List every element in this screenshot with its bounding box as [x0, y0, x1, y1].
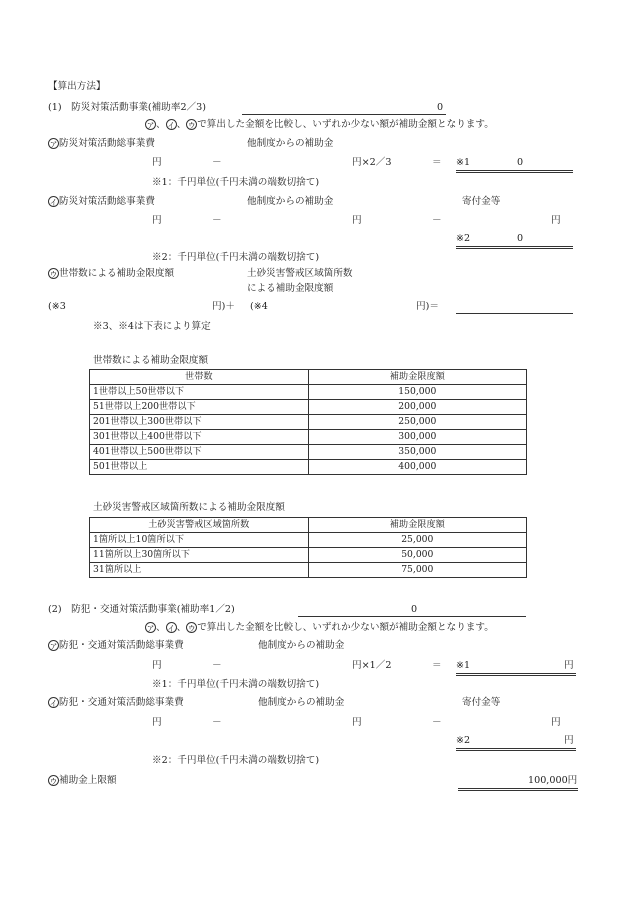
circled-i-icon: イ: [167, 624, 175, 633]
limit-cell: 350,000: [308, 445, 526, 460]
sec1-a-mult: 円×2／3: [352, 157, 392, 168]
sec2-a-yen-end: 円: [564, 660, 574, 671]
limit-cell: 25,000: [308, 533, 526, 548]
table-row: [90, 415, 527, 430]
sec1-i-star: ※2: [456, 233, 471, 244]
sec1-i-yen3: 円: [551, 215, 561, 226]
circled-u-icon: ウ: [187, 121, 196, 130]
sec1-a-label-text: 防災対策活動総事業費: [59, 138, 155, 149]
sec1-u-yen-plus: 円)＋: [212, 301, 235, 312]
column-header-limit: 補助金限度額: [308, 518, 526, 533]
sec2-a-star: ※1: [456, 660, 471, 671]
sec1-a-value: 0: [517, 157, 524, 168]
sec1-i-donation-label: 寄付金等: [462, 196, 501, 207]
sec1-u-label-text: 世帯数による補助金限度額: [59, 268, 175, 279]
households-cell: 501世帯以上: [90, 460, 309, 475]
sec2-i-double-underline: [456, 741, 576, 751]
sec2-a-minus: －: [212, 660, 222, 671]
sec1-a-equals: ＝: [432, 157, 442, 168]
sec2-result: 0: [411, 604, 418, 615]
sec1-i-footnote: ※2：千円単位(千円未満の端数切捨て): [152, 252, 320, 263]
table-header-row: [90, 370, 527, 385]
sec2-u-double-underline: [458, 781, 578, 791]
sec1-i-yen2: 円: [352, 215, 362, 226]
sec2-a-label: [48, 640, 184, 652]
sec2-a-yen: 円: [152, 660, 162, 671]
table-row: [90, 430, 527, 445]
circled-u-icon: ウ: [49, 270, 58, 279]
sec2-i-yen3: 円: [551, 717, 561, 728]
landslide-limit-table: [89, 517, 527, 578]
sec1-i-minus: －: [212, 215, 222, 226]
sec1-i-label: [48, 196, 155, 208]
sec1-note-text: で算出した金額を比較し、いずれか少ない額が補助金額となります。: [197, 119, 494, 130]
sec1-a-double-underline: [456, 163, 573, 173]
limit-cell: 400,000: [308, 460, 526, 475]
sec2-i-star: ※2: [456, 735, 471, 746]
sec2-a-other-label: 他制度からの補助金: [258, 640, 345, 651]
sec1-i-double-underline: [456, 239, 573, 249]
zones-cell: 1箇所以上10箇所以下: [90, 533, 309, 548]
limit-cell: 200,000: [308, 400, 526, 415]
calc-method-heading: 【算出方法】: [48, 81, 106, 92]
column-header-limit: 補助金限度額: [308, 370, 526, 385]
sec2-i-label-text: 防犯・交通対策活動総事業費: [59, 697, 184, 708]
sec1-result-line: [242, 101, 446, 115]
sec1-u-open3: (※3: [48, 301, 66, 312]
sec1-u-note: ※3、※4は下表により算定: [93, 321, 211, 332]
table-row: [90, 460, 527, 475]
circled-a-icon: ア: [49, 140, 58, 149]
table1-title: 世帯数による補助金限度額: [93, 355, 209, 366]
households-cell: 201世帯以上300世帯以下: [90, 415, 309, 430]
circled-a-icon: ア: [146, 624, 155, 633]
sec1-a-other-label: 他制度からの補助金: [247, 138, 334, 149]
sec1-i-minus2: －: [432, 215, 442, 226]
circled-i-icon: イ: [167, 121, 175, 130]
sec2-a-footnote: ※1：千円単位(千円未満の端数切捨て): [152, 679, 320, 690]
households-cell: 1世帯以上50世帯以下: [90, 385, 309, 400]
sec1-title: (1) 防災対策活動事業(補助率2／3): [48, 102, 207, 113]
sec1-u-yen-eq: 円)＝: [416, 301, 439, 312]
households-cell: 301世帯以上400世帯以下: [90, 430, 309, 445]
sec2-a-equals: ＝: [432, 660, 442, 671]
column-header-households: 世帯数: [90, 370, 309, 385]
sec1-u-result-line: [456, 300, 573, 314]
limit-cell: 50,000: [308, 548, 526, 563]
household-limit-table: [89, 369, 527, 475]
table-row: [90, 548, 527, 563]
table-header-row: [90, 518, 527, 533]
sec1-a-star: ※1: [456, 157, 471, 168]
sec1-u-open4: (※4: [250, 301, 268, 312]
limit-cell: 150,000: [308, 385, 526, 400]
table-row: [90, 400, 527, 415]
sec1-u-label2a: 土砂災害警戒区域箇所数: [247, 268, 353, 279]
sec1-i-label-text: 防災対策活動総事業費: [59, 196, 155, 207]
sec2-i-minus2: －: [432, 717, 442, 728]
sec1-i-value: 0: [517, 233, 524, 244]
zones-cell: 11箇所以上30箇所以下: [90, 548, 309, 563]
sec1-u-label2b: による補助金限度額: [247, 283, 334, 294]
sec2-a-mult: 円×1／2: [352, 660, 392, 671]
households-cell: 51世帯以上200世帯以下: [90, 400, 309, 415]
table-row: [90, 563, 527, 578]
sec2-note-text: で算出した金額を比較し、いずれか少ない額が補助金額となります。: [197, 622, 494, 633]
sec2-u-value: 100,000円: [528, 775, 578, 786]
sec2-i-label: [48, 697, 184, 709]
limit-cell: 300,000: [308, 430, 526, 445]
sec1-i-yen: 円: [152, 215, 162, 226]
sec1-a-yen: 円: [152, 157, 162, 168]
limit-cell: 250,000: [308, 415, 526, 430]
sec2-i-yen: 円: [152, 717, 162, 728]
sec1-a-minus: －: [212, 157, 222, 168]
circled-u-icon: ウ: [49, 777, 58, 786]
sec2-i-yen-end: 円: [564, 735, 574, 746]
sec1-compare-note: ア 、 イ 、 ウ で算出した金額を比較し、いずれか少ない額が補助金額となります。: [146, 119, 494, 130]
households-cell: 401世帯以上500世帯以下: [90, 445, 309, 460]
sec2-i-other-label: 他制度からの補助金: [258, 697, 345, 708]
sec2-i-yen2: 円: [352, 717, 362, 728]
sec2-title: (2) 防犯・交通対策活動事業(補助率1／2): [48, 604, 235, 615]
circled-u-icon: ウ: [187, 624, 196, 633]
sec1-result: 0: [437, 102, 444, 113]
sec2-compare-note: ア 、 イ 、 ウ で算出した金額を比較し、いずれか少ない額が補助金額となります。: [146, 622, 494, 633]
circled-a-icon: ア: [146, 121, 155, 130]
sec1-a-label: [48, 138, 155, 150]
sec2-i-footnote: ※2：千円単位(千円未満の端数切捨て): [152, 755, 320, 766]
column-header-zones: 土砂災害警戒区域箇所数: [90, 518, 309, 533]
sec1-i-other-label: 他制度からの補助金: [247, 196, 334, 207]
circled-i-icon: イ: [49, 699, 58, 708]
sec2-u-label-text: 補助金上限額: [59, 775, 117, 786]
limit-cell: 75,000: [308, 563, 526, 578]
sec2-i-donation-label: 寄付金等: [462, 697, 501, 708]
sec2-a-double-underline: [456, 666, 576, 676]
circled-i-icon: イ: [49, 198, 58, 207]
sec2-i-minus: －: [212, 717, 222, 728]
circled-a-icon: ア: [49, 642, 58, 651]
table2-title: 土砂災害警戒区域箇所数による補助金限度額: [93, 502, 285, 513]
zones-cell: 31箇所以上: [90, 563, 309, 578]
table-row: [90, 533, 527, 548]
table-row: [90, 445, 527, 460]
sec2-a-label-text: 防犯・交通対策活動総事業費: [59, 640, 184, 651]
sec2-u-label: [48, 775, 117, 787]
sec1-a-footnote: ※1：千円単位(千円未満の端数切捨て): [152, 177, 320, 188]
table-row: [90, 385, 527, 400]
sec1-u-label: [48, 268, 174, 280]
